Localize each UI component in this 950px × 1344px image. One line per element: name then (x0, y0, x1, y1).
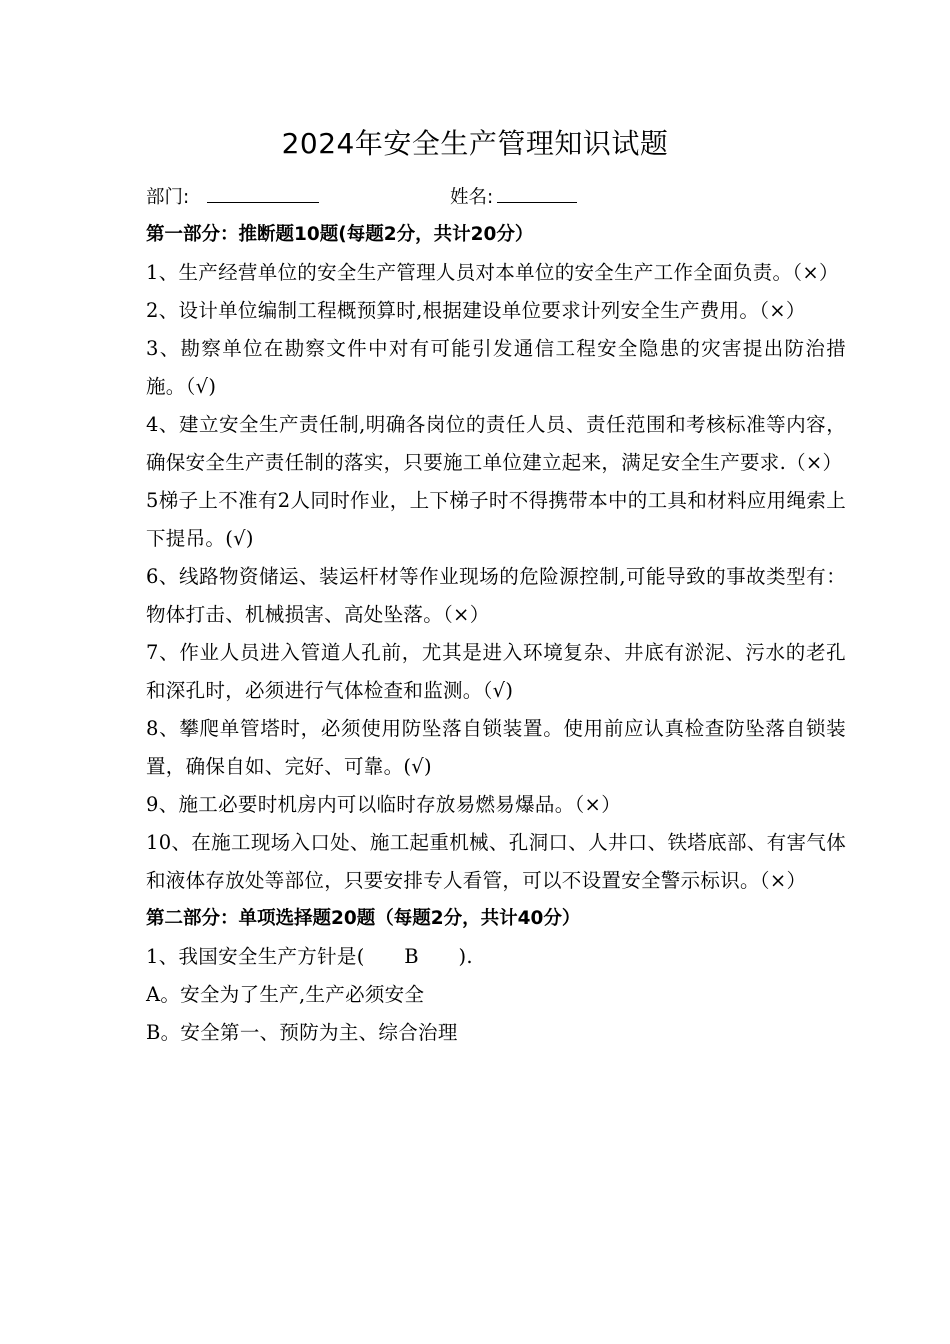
question-item: 8、攀爬单管塔时，必须使用防坠落自锁装置。使用前应认真检查防坠落自锁装置，确保自如、完好、可靠。(√) (146, 717, 846, 778)
question-item: 6、线路物资储运、装运杆材等作业现场的危险源控制,可能导致的事故类型有：物体打击、机械损害、高处坠落。（×） (146, 565, 846, 626)
choice-question: 1、我国安全生产方针是( B ). (146, 945, 473, 968)
document-body (146, 178, 846, 1052)
question-item: 1、生产经营单位的安全生产管理人员对本单位的安全生产工作全面负责。（×） (146, 261, 839, 284)
question-item: 5梯子上不准有2人同时作业，上下梯子时不得携带本中的工具和材料应用绳索上下提吊。(√) (146, 489, 846, 550)
info-row (146, 178, 846, 216)
dept-field (146, 178, 319, 217)
question-item: 10、在施工现场入口处、施工起重机械、孔洞口、人井口、铁塔底部、有害气体和液体存放处等部位，只要安排专人看管，可以不设置安全警示标识。（×） (146, 831, 846, 892)
name-label: 姓名: (450, 187, 494, 208)
dept-label: 部门: (146, 187, 190, 208)
choice-option: B。安全第一、预防为主、综合治理 (146, 1021, 458, 1044)
question-item: 4、建立安全生产责任制,明确各岗位的责任人员、责任范围和考核标准等内容，确保安全生产责任制的落实，只要施工单位建立起来，满足安全生产要求.（×） (146, 413, 846, 474)
question-item: 2、设计单位编制工程概预算时,根据建设单位要求计列安全生产费用。（×） (146, 299, 806, 322)
part2-heading: 第二部分：单项选择题20题（每题2分，共计40分） (146, 908, 581, 929)
question-item: 3、勘察单位在勘察文件中对有可能引发通信工程安全隐患的灾害提出防治措施。（√) (146, 337, 846, 398)
question-item: 9、施工必要时机房内可以临时存放易燃易爆品。（×） (146, 793, 621, 816)
choice-option: A。安全为了生产,生产必须安全 (146, 983, 425, 1006)
question-item: 7、作业人员进入管道人孔前，尤其是进入环境复杂、井底有淤泥、污水的老孔和深孔时，必须进行气体检查和监测。（√) (146, 641, 846, 702)
name-field (450, 178, 577, 217)
part1-heading: 第一部分：推断题10题(每题2分，共计20分） (146, 224, 534, 245)
dept-blank-line (207, 178, 319, 203)
name-blank-line (497, 178, 577, 203)
page-title: 2024年安全生产管理知识试题 (281, 127, 669, 160)
